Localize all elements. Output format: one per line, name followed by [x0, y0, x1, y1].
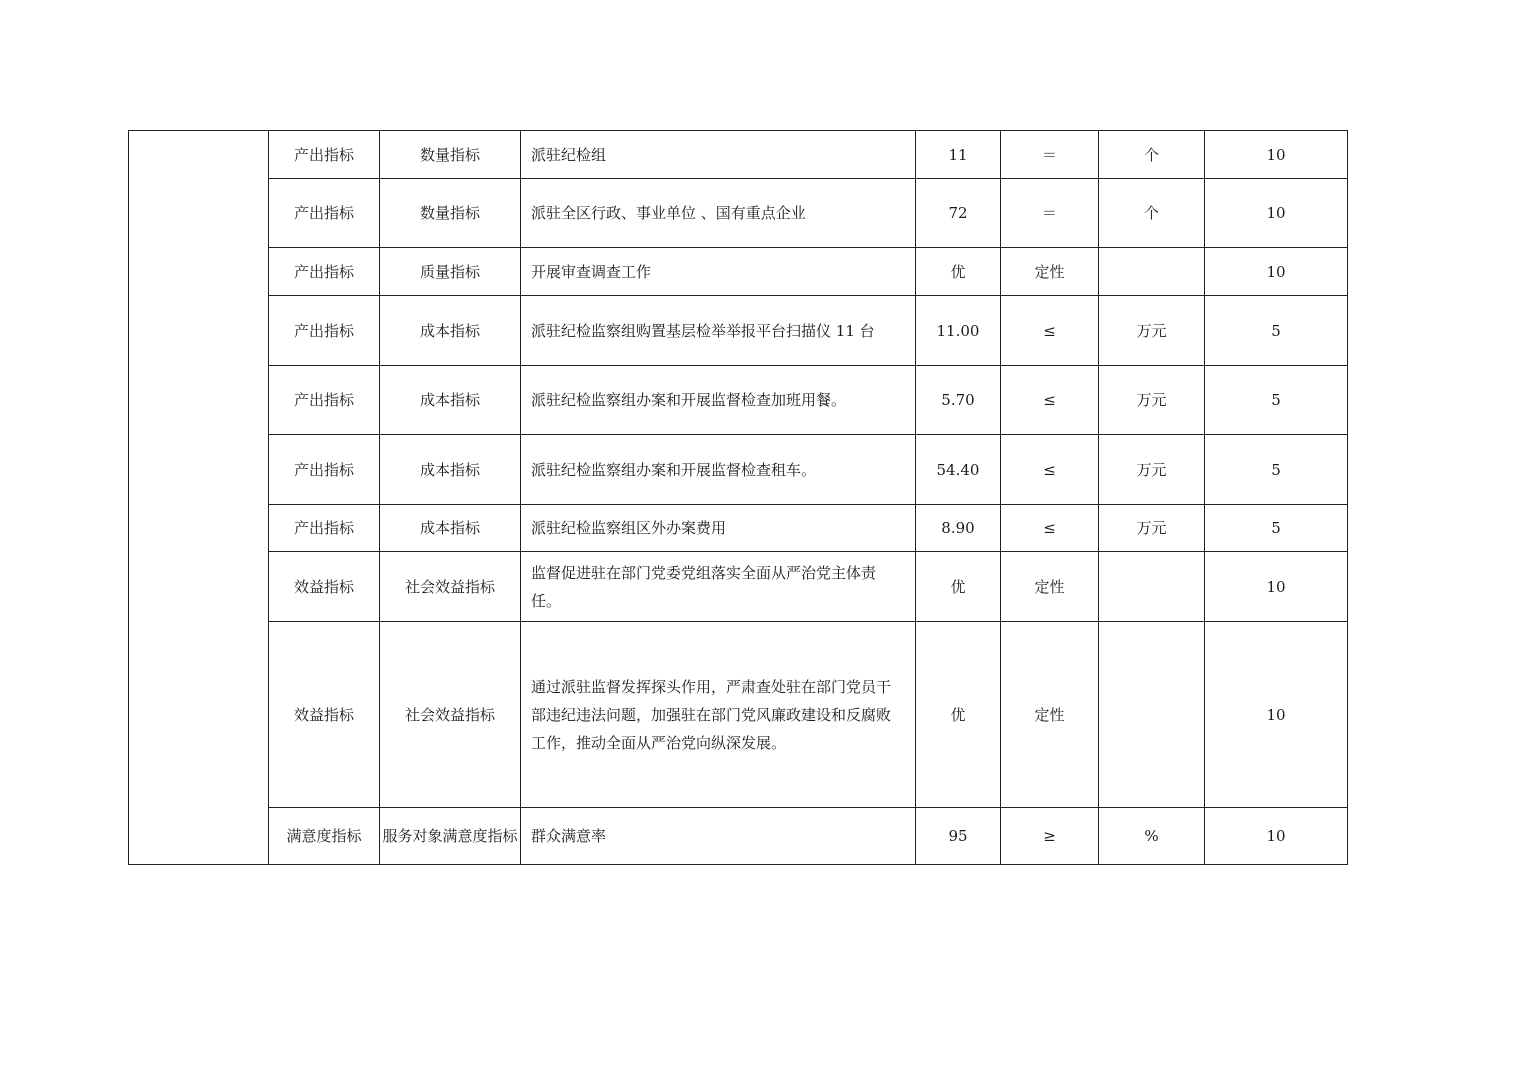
level1-indicator-cell: 产出指标 — [269, 179, 380, 248]
indicator-description-cell: 派驻纪检监察组区外办案费用 — [521, 505, 916, 552]
table-row — [129, 808, 1348, 865]
unit-cell: 万元 — [1099, 296, 1205, 366]
score-cell: 10 — [1205, 808, 1348, 865]
merged-blank-cell — [129, 131, 269, 865]
operator-cell: ≥ — [1001, 808, 1099, 865]
level2-indicator-cell: 社会效益指标 — [380, 552, 521, 622]
target-value-cell: 优 — [916, 248, 1001, 296]
indicator-description-cell: 通过派驻监督发挥探头作用，严肃查处驻在部门党员干部违纪违法问题，加强驻在部门党风廉政建设和反腐败工作，推动全面从严治党向纵深发展。 — [521, 622, 916, 808]
unit-cell: 万元 — [1099, 505, 1205, 552]
target-value-cell: 优 — [916, 552, 1001, 622]
level2-indicator-cell: 成本指标 — [380, 296, 521, 366]
level2-indicator-cell: 服务对象满意度指标 — [380, 808, 521, 865]
unit-cell — [1099, 552, 1205, 622]
indicator-description-cell: 派驻全区行政、事业单位 、国有重点企业 — [521, 179, 916, 248]
operator-cell: 定性 — [1001, 552, 1099, 622]
table-row — [129, 296, 1348, 366]
level2-indicator-cell: 质量指标 — [380, 248, 521, 296]
target-value-cell: 8.90 — [916, 505, 1001, 552]
level1-indicator-cell: 产出指标 — [269, 505, 380, 552]
level1-indicator-cell: 产出指标 — [269, 366, 380, 435]
score-cell: 5 — [1205, 435, 1348, 505]
level1-indicator-cell: 满意度指标 — [269, 808, 380, 865]
level1-indicator-cell: 效益指标 — [269, 552, 380, 622]
unit-cell — [1099, 248, 1205, 296]
target-value-cell: 5.70 — [916, 366, 1001, 435]
level1-indicator-cell: 产出指标 — [269, 296, 380, 366]
level2-indicator-cell: 成本指标 — [380, 366, 521, 435]
indicator-description-cell: 派驻纪检组 — [521, 131, 916, 179]
level2-indicator-cell: 数量指标 — [380, 179, 521, 248]
table-row — [129, 366, 1348, 435]
unit-cell: 个 — [1099, 131, 1205, 179]
operator-cell: ＝ — [1001, 179, 1099, 248]
operator-cell: ＝ — [1001, 131, 1099, 179]
target-value-cell: 72 — [916, 179, 1001, 248]
table-row — [129, 435, 1348, 505]
operator-cell: ≤ — [1001, 435, 1099, 505]
table-row — [129, 622, 1348, 808]
score-cell: 10 — [1205, 552, 1348, 622]
level1-indicator-cell: 产出指标 — [269, 131, 380, 179]
indicator-description-cell: 监督促进驻在部门党委党组落实全面从严治党主体责任。 — [521, 552, 916, 622]
unit-cell: 万元 — [1099, 435, 1205, 505]
score-cell: 5 — [1205, 296, 1348, 366]
target-value-cell: 11 — [916, 131, 1001, 179]
table-row — [129, 131, 1348, 179]
score-cell: 5 — [1205, 366, 1348, 435]
level2-indicator-cell: 数量指标 — [380, 131, 521, 179]
target-value-cell: 优 — [916, 622, 1001, 808]
performance-metrics-table — [128, 130, 1348, 865]
score-cell: 10 — [1205, 131, 1348, 179]
level1-indicator-cell: 效益指标 — [269, 622, 380, 808]
unit-cell: 个 — [1099, 179, 1205, 248]
unit-cell — [1099, 622, 1205, 808]
indicator-description-cell: 派驻纪检监察组办案和开展监督检查加班用餐。 — [521, 366, 916, 435]
level1-indicator-cell: 产出指标 — [269, 435, 380, 505]
score-cell: 5 — [1205, 505, 1348, 552]
indicator-description-cell: 开展审查调查工作 — [521, 248, 916, 296]
target-value-cell: 11.00 — [916, 296, 1001, 366]
table-row — [129, 505, 1348, 552]
score-cell: 10 — [1205, 179, 1348, 248]
table-row — [129, 552, 1348, 622]
table-row — [129, 248, 1348, 296]
score-cell: 10 — [1205, 622, 1348, 808]
table-row — [129, 179, 1348, 248]
operator-cell: ≤ — [1001, 366, 1099, 435]
level2-indicator-cell: 成本指标 — [380, 435, 521, 505]
score-cell: 10 — [1205, 248, 1348, 296]
target-value-cell: 95 — [916, 808, 1001, 865]
operator-cell: 定性 — [1001, 248, 1099, 296]
level1-indicator-cell: 产出指标 — [269, 248, 380, 296]
operator-cell: 定性 — [1001, 622, 1099, 808]
indicator-description-cell: 群众满意率 — [521, 808, 916, 865]
indicator-description-cell: 派驻纪检监察组购置基层检举举报平台扫描仪 11 台 — [521, 296, 916, 366]
target-value-cell: 54.40 — [916, 435, 1001, 505]
unit-cell: % — [1099, 808, 1205, 865]
indicator-description-cell: 派驻纪检监察组办案和开展监督检查租车。 — [521, 435, 916, 505]
operator-cell: ≤ — [1001, 505, 1099, 552]
operator-cell: ≤ — [1001, 296, 1099, 366]
unit-cell: 万元 — [1099, 366, 1205, 435]
level2-indicator-cell: 成本指标 — [380, 505, 521, 552]
level2-indicator-cell: 社会效益指标 — [380, 622, 521, 808]
